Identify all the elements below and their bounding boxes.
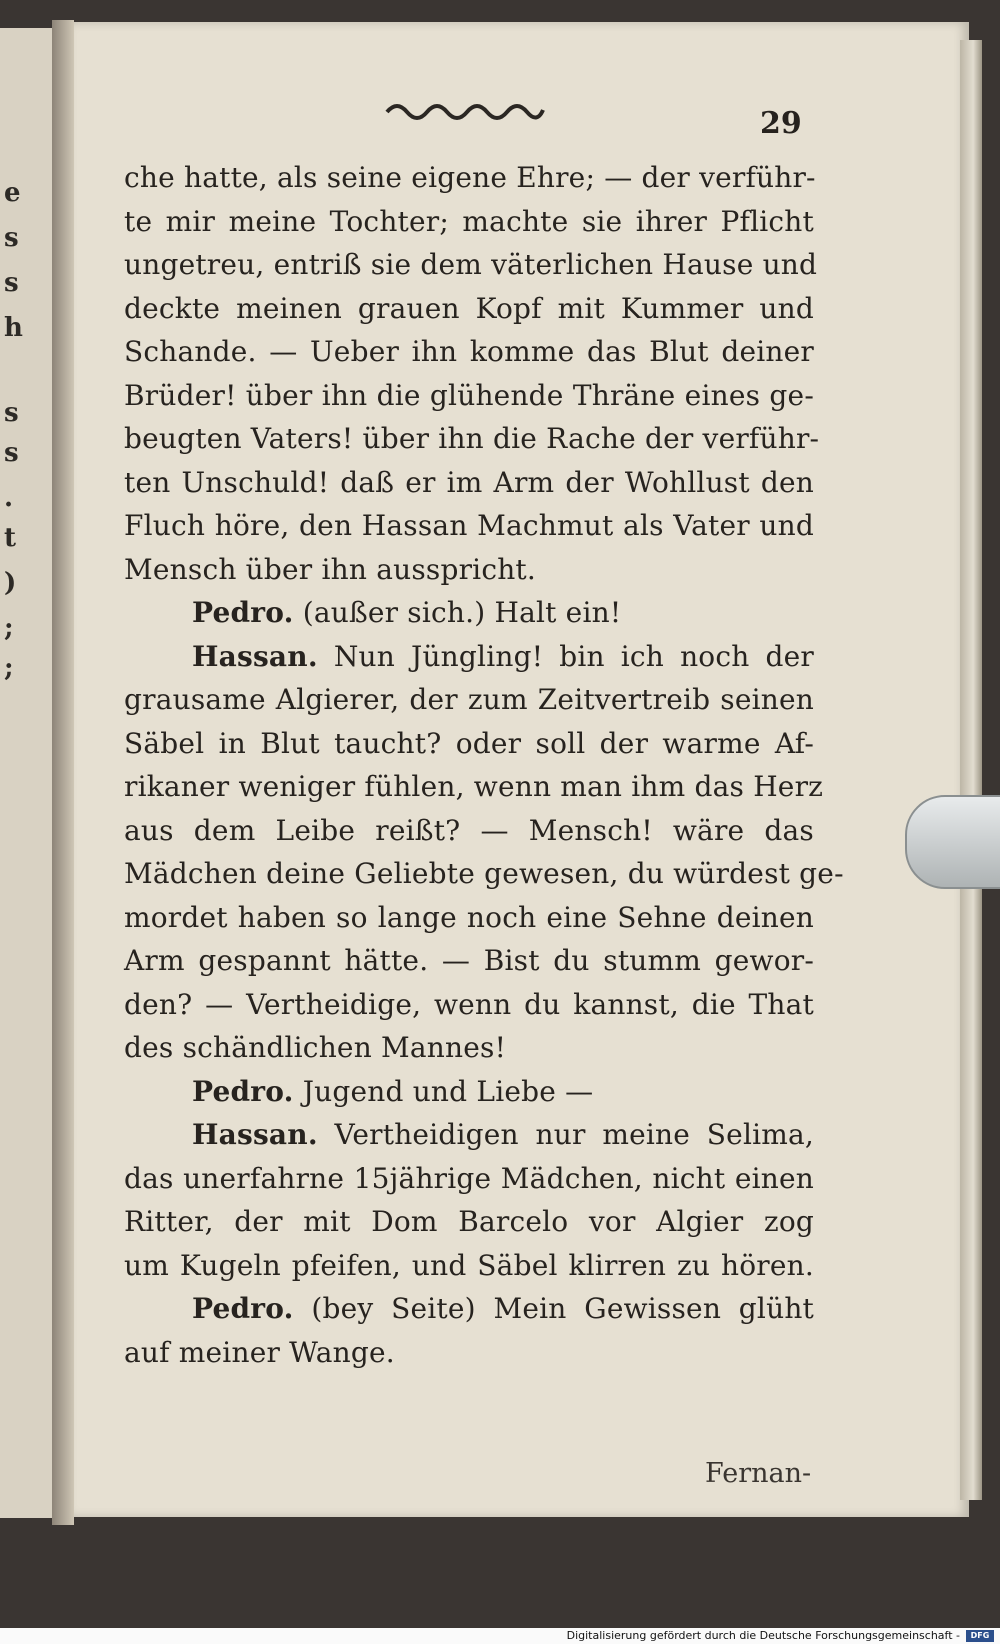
text-line — [124, 722, 814, 766]
line-text: grausame Algierer, der zum Zeitvertreib seinen — [124, 683, 814, 716]
text-line — [124, 548, 814, 592]
text-line — [124, 461, 814, 505]
speaker-name: Hassan. — [192, 639, 318, 673]
text-line — [124, 287, 814, 331]
text-line — [124, 200, 814, 244]
line-text: den? — Vertheidige, wenn du kannst, die That — [124, 987, 814, 1021]
line-text: rikaner weniger fühlen, wenn man ihm das Herz — [124, 770, 824, 803]
line-text: Nun Jüngling! bin ich noch der — [317, 639, 814, 673]
line-text: ungetreu, entriß sie dem väterlichen Hause und — [124, 248, 818, 281]
line-text: aus dem Leibe reißt? — Mensch! wäre das — [124, 813, 814, 847]
line-text: Arm gespannt hätte. — Bist du stumm gewor- — [124, 944, 814, 977]
footer-credit: Digitalisierung gefördert durch die Deutsche Forschungsgemeinschaft - — [566, 1629, 960, 1642]
line-text: ten Unschuld! daß er im Arm der Wohllust den — [124, 465, 814, 499]
text-line — [124, 939, 814, 983]
text-line — [124, 678, 814, 722]
line-text: (bey Seite) Mein Gewissen glüht — [293, 1292, 814, 1325]
text-line — [124, 809, 814, 853]
page-edge — [960, 40, 982, 1500]
speaker-name: Pedro. — [192, 596, 294, 629]
left-page-fragment: s — [4, 398, 19, 428]
ornament-icon — [385, 98, 545, 122]
line-text: Ritter, der mit Dom Barcelo vor Algier zog — [124, 1205, 814, 1238]
left-page-fragment: e — [4, 178, 21, 208]
left-page-fragment: ; — [4, 613, 14, 643]
text-line — [124, 591, 814, 635]
page-number: 29 — [760, 106, 802, 141]
line-text: te mir meine Tochter; machte sie ihrer Pflicht — [124, 204, 814, 238]
catchword: Fernan- — [705, 1458, 812, 1489]
line-text: (außer sich.) Halt ein! — [293, 596, 622, 629]
text-line — [124, 156, 814, 200]
text-line — [124, 1070, 814, 1114]
line-text: deckte meinen grauen Kopf mit Kummer und — [124, 291, 814, 325]
text-line — [124, 852, 844, 896]
text-line — [124, 983, 814, 1027]
dfg-logo-icon: DFG — [966, 1630, 994, 1642]
text-line — [124, 417, 820, 461]
line-text: Jugend und Liebe — — [293, 1074, 594, 1108]
text-line — [124, 765, 824, 809]
text-line — [124, 1200, 814, 1244]
line-text: beugten Vaters! über ihn die Rache der verführ- — [124, 422, 820, 455]
left-page-fragment: . — [4, 483, 14, 513]
line-text: Mädchen deine Geliebte gewesen, du würdest ge- — [124, 857, 844, 890]
text-line — [124, 1113, 814, 1157]
text-line — [124, 504, 814, 548]
speaker-name: Pedro. — [192, 1074, 294, 1108]
line-text: Fluch höre, den Hassan Machmut als Vater und — [124, 509, 814, 542]
line-text: des schändlichen Mannes! — [124, 1031, 507, 1064]
line-text: das unerfahrne 15jährige Mädchen, nicht einen — [124, 1161, 814, 1195]
text-line — [124, 374, 814, 418]
text-line — [124, 1026, 814, 1070]
text-line — [124, 330, 814, 374]
text-line — [124, 1287, 814, 1331]
left-page-fragment: t — [4, 523, 17, 553]
text-line — [124, 1157, 814, 1201]
line-text: Schande. — Ueber ihn komme das Blut deiner — [124, 335, 814, 368]
line-text: Brüder! über ihn die glühende Thräne eines ge- — [124, 378, 814, 412]
text-line — [124, 1331, 814, 1375]
footer-bar — [0, 1628, 1000, 1644]
line-text: Vertheidigen nur meine Selima, — [317, 1118, 814, 1151]
line-text: Säbel in Blut taucht? oder soll der warme Af- — [124, 726, 814, 760]
left-page-fragment: s — [4, 438, 19, 468]
line-text: auf meiner Wange. — [124, 1335, 395, 1369]
page-clip — [905, 795, 1000, 889]
text-line — [124, 896, 814, 940]
speaker-name: Pedro. — [192, 1292, 294, 1325]
line-text: um Kugeln pfeifen, und Säbel klirren zu hören. — [124, 1248, 814, 1282]
text-line — [124, 1244, 814, 1288]
left-page-fragment: s — [4, 268, 19, 298]
line-text: Mensch über ihn ausspricht. — [124, 552, 536, 586]
left-page-edge — [0, 28, 54, 1518]
line-text: che hatte, als seine eigene Ehre; — der verführ- — [124, 161, 816, 194]
text-line — [124, 635, 814, 679]
left-page-fragment: h — [4, 313, 23, 343]
left-page-fragment: ; — [4, 653, 14, 683]
book-gutter — [52, 20, 74, 1525]
text-line — [124, 243, 818, 287]
speaker-name: Hassan. — [192, 1118, 318, 1151]
body-text — [124, 156, 844, 1374]
left-page-fragment: s — [4, 223, 19, 253]
line-text: mordet haben so lange noch eine Sehne deinen — [124, 900, 814, 934]
left-page-fragment: ) — [4, 568, 17, 598]
